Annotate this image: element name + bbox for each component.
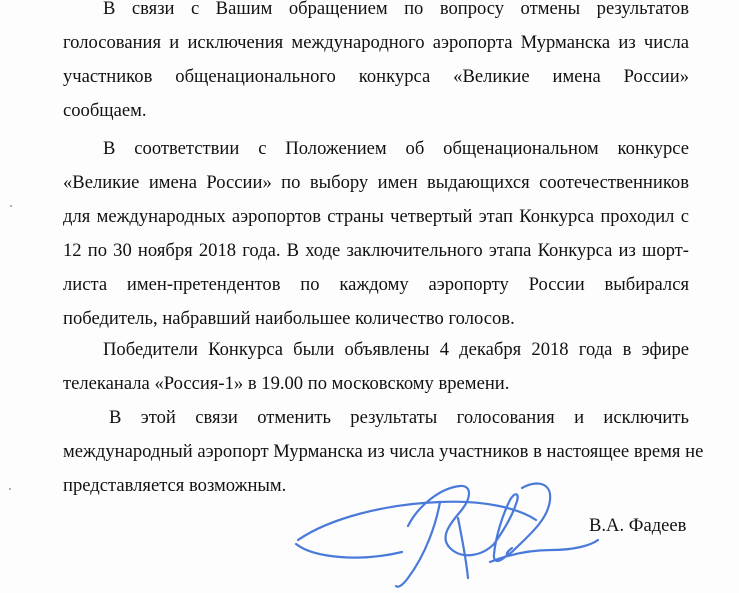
scan-speck xyxy=(10,205,12,207)
text-line: международный аэропорт Мурманска из числа участников в настоящее время не xyxy=(63,441,704,462)
text-line: листа имен-претендентов по каждому аэропорту России выбирался xyxy=(63,274,689,295)
signer-name: В.А. Фадеев xyxy=(589,515,687,536)
text-line: «Великие имена России» по выбору имен выдающихся соотечественников xyxy=(63,172,689,193)
paragraph-results-request xyxy=(63,0,689,128)
signature-image xyxy=(290,466,600,593)
paragraph-contest-regulation xyxy=(63,132,689,336)
text-line: сообщаем. xyxy=(63,100,147,121)
text-line: телеканала «Россия-1» в 19.00 по московскому времени. xyxy=(63,373,510,394)
text-line: представляется возможным. xyxy=(63,475,287,496)
scan-speck xyxy=(9,488,11,490)
text-line: для международных аэропортов страны четвертый этап Конкурса проходил с xyxy=(63,206,689,227)
text-line: голосования и исключения международного аэропорта Мурманска из числа xyxy=(63,32,689,53)
text-line: В этой связи отменить результаты голосования и исключить xyxy=(109,407,689,428)
text-line: участников общенационального конкурса «Великие имена России» xyxy=(63,66,689,87)
text-line: В соответствии с Положением об общенациональном конкурсе xyxy=(103,138,689,159)
text-line: победитель, набравший наибольшее количество голосов. xyxy=(63,308,515,329)
paragraph-winners-announcement xyxy=(63,333,689,401)
text-line: В связи с Вашим обращением по вопросу отмены результатов xyxy=(103,0,689,19)
text-line: Победители Конкурса были объявлены 4 декабря 2018 года в эфире xyxy=(103,339,689,360)
text-line: 12 по 30 ноября 2018 года. В ходе заключительного этапа Конкурса из шорт- xyxy=(63,240,689,261)
